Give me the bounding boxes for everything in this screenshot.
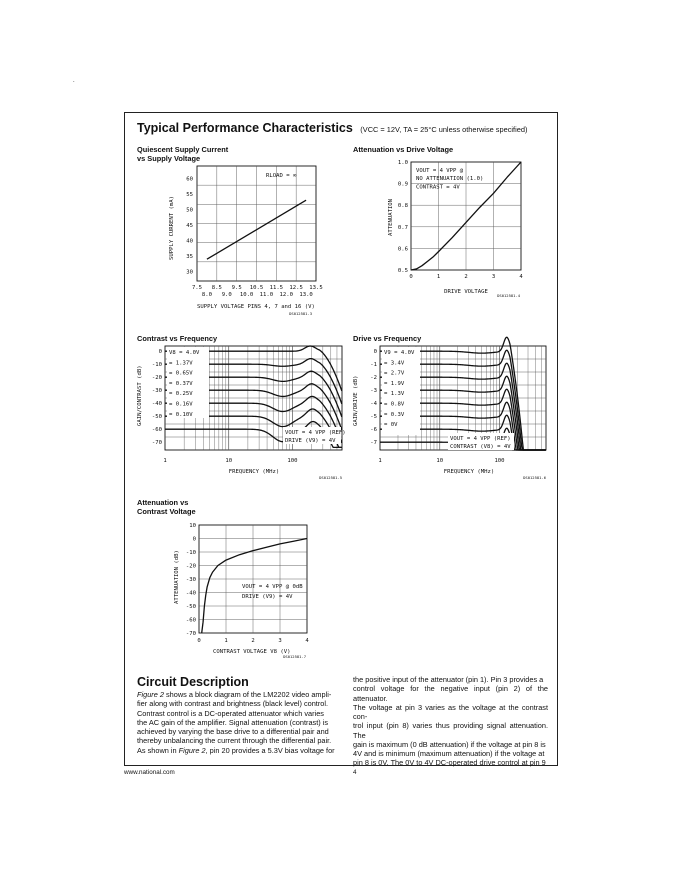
legend-entry: V8 = 4.0V (169, 350, 200, 356)
y-tick-label: -6 (370, 427, 377, 434)
body-line: control voltage for the negative input (pin 2) of the attenuator. (353, 684, 548, 703)
legend-entry: = 0V (384, 422, 398, 429)
chart-title-line: Drive vs Frequency (353, 334, 422, 343)
body-text: achieved by varying the base drive to a differential pair and (137, 727, 329, 736)
x-tick-label: 1 (163, 458, 167, 464)
x-tick-label: 12.5 (289, 285, 303, 291)
x-tick-label: 0 (409, 274, 413, 280)
y-axis-label: GAIN/CONTRAST (dB) (137, 365, 143, 426)
x-tick-label: 10.0 (239, 292, 254, 298)
y-tick-label: 45 (186, 223, 193, 230)
x-tick-label: 7.5 (191, 285, 203, 291)
figure-code: DS012581-4 (497, 293, 520, 298)
y-tick-label: 35 (186, 254, 193, 261)
legend-entry: = 3.4V (384, 360, 405, 367)
body-line: pin 8 is 0V. The 0V to 4V DC-operated drive control at pin 9 (353, 758, 546, 768)
y-axis-label: GAIN/DRIVE (dB) (353, 375, 359, 426)
footer-page-number: 4 (353, 769, 357, 776)
y-tick-label: -40 (185, 590, 196, 597)
legend-entry: = 2.7V (384, 370, 405, 377)
body-text: shows a block diagram of the LM2202 video ampli- (163, 690, 332, 699)
legend-entry: V9 = 4.0V (384, 350, 415, 356)
body-line (137, 736, 350, 745)
y-tick-label: -10 (151, 362, 162, 369)
chart-title-line: Quiescent Supply Current (137, 145, 229, 154)
y-tick-label: -30 (151, 388, 162, 395)
x-tick-label: 1 (378, 458, 382, 464)
y-tick-label: 0.6 (397, 246, 408, 253)
x-axis-label: DRIVE VOLTAGE (444, 289, 488, 295)
y-tick-label: 0 (158, 349, 162, 356)
x-tick-label: 4 (305, 638, 309, 644)
chart-annotation: CONTRAST = 4V (416, 184, 460, 191)
x-tick-label: 1 (224, 638, 228, 644)
x-axis-label: CONTRAST VOLTAGE V8 (V) (213, 649, 291, 655)
x-tick-label: 2 (251, 638, 255, 644)
chart-annotation: DRIVE (V9) = 4V (242, 594, 293, 600)
x-tick-label: 8.0 (201, 292, 212, 298)
y-tick-label: 10 (189, 523, 196, 529)
x-tick-label: 0 (197, 638, 201, 644)
figure-code: DS012581-7 (283, 654, 306, 659)
figure-code: DS012581-5 (319, 475, 342, 480)
body-line (137, 746, 350, 755)
y-tick-label: -50 (185, 604, 196, 610)
body-text: fier along with contrast and brightness (black level) control. (137, 699, 329, 709)
legend-entry: = 0.3V (384, 411, 405, 418)
figure-reference: Figure 2 (178, 745, 206, 755)
x-tick-label: 4 (519, 274, 523, 280)
y-tick-label: 0.8 (397, 203, 408, 210)
chart-annotation: VOUT = 4 VPP (REF) (285, 430, 346, 436)
chart-annotation: VOUT = 4 VPP @ (416, 168, 464, 174)
body-text-left (137, 690, 350, 755)
y-tick-label: 40 (186, 238, 193, 245)
y-tick-label: -70 (151, 440, 162, 447)
body-line (137, 709, 350, 718)
legend-entry: = 0.16V (169, 401, 193, 408)
x-axis-label: SUPPLY VOLTAGE PINS 4, 7 and 16 (V) (197, 304, 315, 310)
x-tick-label: 11.5 (269, 285, 284, 291)
legend-entry: = 1.37V (169, 360, 193, 367)
x-tick-label: 11.0 (259, 292, 274, 298)
x-tick-label: 9.5 (231, 285, 242, 291)
figure-code: DS012581-3 (289, 311, 312, 316)
y-tick-label: 0.9 (397, 181, 408, 188)
x-tick-label: 13.0 (299, 292, 313, 298)
y-tick-label: 1.0 (397, 160, 408, 166)
y-tick-label: 50 (186, 207, 193, 214)
y-tick-label: -3 (370, 388, 377, 395)
y-tick-label: 55 (186, 191, 193, 198)
page-title: Typical Performance Characteristics (137, 121, 353, 135)
y-tick-label: -60 (185, 617, 196, 624)
y-tick-label: 60 (186, 176, 193, 183)
chart-title-line: Contrast vs Frequency (137, 334, 218, 343)
legend-entry: = 1.9V (384, 380, 405, 387)
legend-entry: = 0.37V (169, 380, 193, 387)
chart-annotation: DRIVE (V9) = 4V (285, 438, 336, 444)
figure-code: DS012581-6 (523, 475, 546, 480)
y-tick-label: -60 (151, 427, 162, 434)
chart-annotation: NO ATTENUATION (1.0) (416, 176, 484, 183)
y-tick-label: -5 (370, 414, 377, 421)
body-line (137, 727, 350, 736)
y-tick-label: -30 (185, 577, 196, 583)
y-tick-label: -1 (370, 362, 377, 369)
x-tick-label: 8.5 (211, 285, 222, 291)
body-line (137, 690, 350, 699)
test-conditions: (VCC = 12V, TA = 25°C unless otherwise specified) (360, 125, 528, 134)
x-tick-label: 3 (278, 638, 282, 644)
y-tick-label: -40 (151, 401, 162, 408)
y-tick-label: 0.5 (397, 268, 408, 274)
y-tick-label: -20 (185, 563, 196, 570)
figure-reference: Figure 2 (137, 690, 164, 699)
chart-title-line: vs Supply Voltage (137, 154, 201, 163)
chart-annotation: CONTRAST (V8) = 4V (450, 444, 511, 450)
x-tick-label: 10 (225, 458, 233, 464)
y-tick-label: -10 (185, 550, 196, 556)
y-tick-label: 30 (186, 269, 193, 276)
body-line: trol input (pin 8) varies thus providing signal attenuation. The (353, 721, 548, 740)
body-text: Contrast control is a DC-operated attenuator which varies (137, 708, 324, 718)
x-tick-label: 100 (287, 458, 298, 464)
x-tick-label: 2 (464, 274, 468, 280)
x-tick-label: 13.5 (309, 285, 323, 291)
y-tick-label: -50 (151, 414, 162, 421)
body-line (137, 699, 350, 708)
y-axis-label: ATTENUATION (dB) (174, 550, 180, 604)
y-tick-label: -2 (370, 375, 377, 382)
y-tick-label: -70 (185, 631, 196, 637)
y-axis-label: ATTENUATION (388, 198, 394, 236)
x-tick-label: 10 (436, 458, 444, 464)
page-marker: . (73, 78, 75, 84)
x-tick-label: 10.5 (249, 285, 264, 291)
legend-entry: = 0.8V (384, 401, 405, 408)
body-text-right (353, 675, 548, 768)
legend-entry: = 1.3V (384, 391, 405, 398)
footer-website: www.national.com (124, 769, 175, 776)
x-tick-label: 100 (494, 458, 505, 464)
y-tick-label: 0 (192, 536, 196, 543)
x-tick-label: 9.0 (221, 292, 232, 298)
chart-title-line: Attenuation vs (137, 498, 189, 507)
x-tick-label: 1 (436, 274, 441, 280)
legend-entry: = 0.10V (169, 411, 193, 418)
x-axis-label: FREQUENCY (MHz) (443, 469, 495, 475)
y-tick-label: 0 (373, 349, 377, 356)
chart-title-line: Contrast Voltage (137, 507, 196, 516)
chart-annotation: VOUT = 4 VPP (REF) (450, 436, 511, 442)
y-tick-label: -4 (370, 401, 377, 408)
legend-entry: = 0.25V (169, 391, 193, 398)
body-line: the positive input of the attenuator (pin 1). Pin 3 provides a (353, 675, 544, 684)
x-tick-label: 3 (491, 274, 496, 280)
load-annotation: RLOAD = ∞ (266, 173, 297, 179)
legend-entry: = 0.65V (169, 370, 193, 377)
body-line: gain is maximum (0 dB attenuation) if the voltage at pin 8 is (353, 739, 546, 749)
y-axis-label: SUPPLY CURRENT (mA) (169, 196, 175, 260)
y-tick-label: -20 (151, 375, 162, 382)
body-line (137, 718, 350, 727)
body-line: The voltage at pin 3 varies as the voltage at the contrast con- (353, 702, 548, 721)
body-line: 4V and is minimum (maximum attenuation) if the voltage at (353, 749, 545, 758)
circuit-description-heading: Circuit Description (137, 675, 249, 689)
x-tick-label: 12.0 (279, 292, 293, 298)
chart-annotation: VOUT = 4 VPP @ 0dB (242, 584, 303, 590)
y-tick-label: -7 (370, 440, 377, 447)
y-tick-label: 0.7 (397, 224, 408, 231)
body-text: the AC gain of the amplifier. Signal attenuation (contrast) is (137, 717, 329, 727)
chart-title-line: Attenuation vs Drive Voltage (353, 145, 454, 154)
body-text: , pin 20 provides a 5.3V bias voltage for (205, 745, 335, 755)
body-text: As shown in (137, 745, 179, 755)
body-text: thereby unbalancing the current through the differential pair. (137, 736, 332, 746)
x-axis-label: FREQUENCY (MHz) (228, 469, 280, 475)
